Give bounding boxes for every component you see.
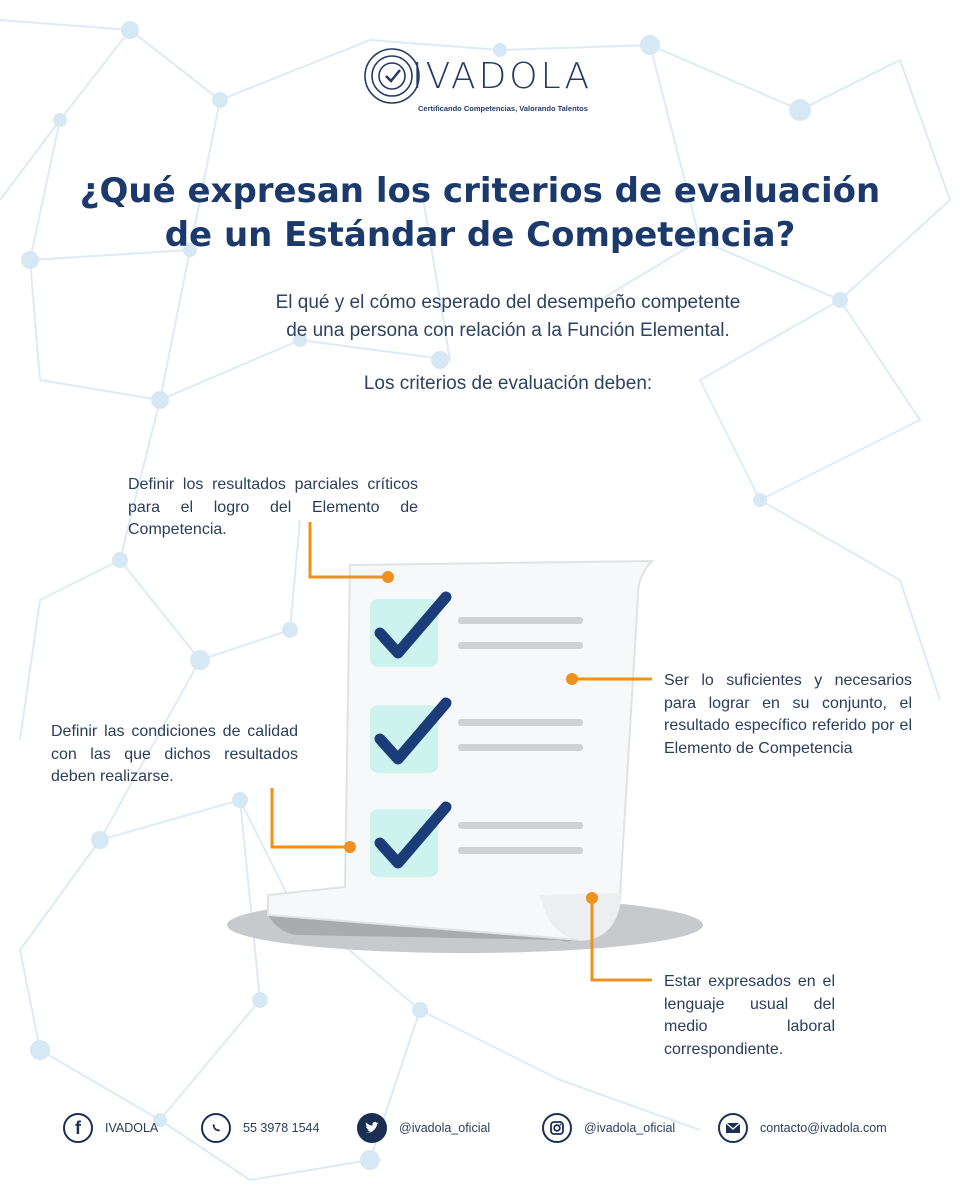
page-title-line1: ¿Qué expresan los criterios de evaluación <box>79 171 881 211</box>
intro-line1: El qué y el cómo esperado del desempeño competente <box>275 292 741 313</box>
criterion-results-text: Definir los resultados parciales críticos para el logro del Elemento de Competencia. <box>128 476 418 538</box>
criterion-quality-text: Definir las condiciones de calidad con las que dichos resultados deben realizarse. <box>51 723 298 785</box>
twitter-icon <box>357 1113 387 1143</box>
intro-line3: Los criterios de evaluación deben: <box>363 373 653 394</box>
brand-name: IVADOLA <box>412 56 593 97</box>
criterion-language-text: Estar expresados en el lenguaje usual del medio laboral correspondiente. <box>664 973 835 1058</box>
page-title-line2: de un Estándar de Competencia? <box>164 215 796 255</box>
footer-instagram[interactable] <box>542 1113 675 1143</box>
instagram-icon <box>542 1113 572 1143</box>
email-label: contacto@ivadola.com <box>760 1121 887 1135</box>
facebook-label: IVADOLA <box>105 1121 159 1135</box>
criterion-sufficient-text: Ser lo suficientes y necesarios para lograr en su conjunto, el resultado específico referido por el Elemento de Competencia <box>664 672 912 757</box>
mail-icon <box>718 1113 748 1143</box>
footer-twitter[interactable] <box>357 1113 490 1143</box>
footer-facebook[interactable] <box>63 1113 158 1143</box>
whatsapp-icon <box>201 1113 231 1143</box>
intro-line2: de una persona con relación a la Función Elemental. <box>286 320 730 341</box>
footer-whatsapp[interactable] <box>201 1113 319 1143</box>
twitter-label: @ivadola_oficial <box>399 1121 491 1135</box>
brand-tagline: Certificando Competencias, Valorando Talentos <box>418 104 588 113</box>
facebook-icon: f <box>63 1113 93 1143</box>
whatsapp-label: 55 3978 1544 <box>243 1121 320 1135</box>
footer-email[interactable] <box>718 1113 887 1143</box>
instagram-label: @ivadola_oficial <box>584 1121 676 1135</box>
